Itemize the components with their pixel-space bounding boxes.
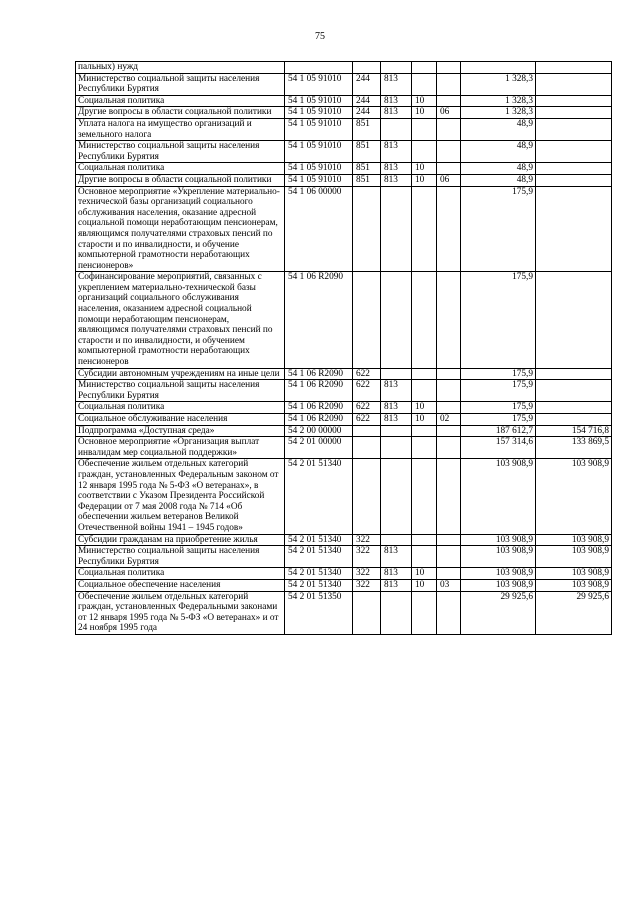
section-cell bbox=[412, 73, 437, 95]
expense-type-cell bbox=[353, 591, 381, 634]
amount-year1-cell: 103 908,9 bbox=[461, 546, 536, 568]
ministry-code-cell: 813 bbox=[381, 402, 412, 414]
amount-year1-cell: 1 328,3 bbox=[461, 73, 536, 95]
ministry-code-cell bbox=[381, 186, 412, 272]
expense-type-cell: 851 bbox=[353, 118, 381, 140]
expense-type-cell: 851 bbox=[353, 141, 381, 163]
section-cell bbox=[412, 62, 437, 74]
table-row bbox=[76, 368, 612, 380]
target-article-cell: 54 2 01 51340 bbox=[285, 546, 353, 568]
section-cell: 10 bbox=[412, 95, 437, 107]
target-article-cell: 54 2 01 51340 bbox=[285, 579, 353, 591]
target-article-cell: 54 1 05 91010 bbox=[285, 107, 353, 119]
amount-year1-cell: 103 908,9 bbox=[461, 568, 536, 580]
target-article-cell: 54 1 06 R2090 bbox=[285, 368, 353, 380]
amount-year1-cell: 157 314,6 bbox=[461, 437, 536, 459]
section-cell: 10 bbox=[412, 414, 437, 426]
subsection-cell bbox=[437, 402, 461, 414]
amount-year1-cell: 1 328,3 bbox=[461, 95, 536, 107]
ministry-code-cell bbox=[381, 425, 412, 437]
amount-year2-cell bbox=[536, 107, 612, 119]
subsection-cell bbox=[437, 368, 461, 380]
amount-year1-cell: 103 908,9 bbox=[461, 579, 536, 591]
subsection-cell bbox=[437, 73, 461, 95]
amount-year2-cell bbox=[536, 174, 612, 186]
amount-year1-cell: 175,9 bbox=[461, 368, 536, 380]
target-article-cell: 54 1 05 91010 bbox=[285, 118, 353, 140]
amount-year2-cell bbox=[536, 95, 612, 107]
row-name-cell: Министерство социальной защиты населения Республики Бурятия bbox=[76, 546, 285, 568]
row-name-cell: Софинансирование мероприятий, связанных с укреплением материально-технической базы организаций социального обслуживания населения, оказанием адресной социальной помощи неработающим пенсионерам, являющимся получателями страховых пенсий по старости и по инвалидности, и обучением компьютерной грамотности неработающих пенсионеров bbox=[76, 272, 285, 368]
row-name-cell: Основное мероприятие «Укрепление материально-технической базы организаций социального обслуживания населения, оказание адресной социальной помощи неработающим пенсионерам, являющимся получателями страховых пенсий по старости и по инвалидности, и обучение компьютерной грамотности неработающих пенсионеров» bbox=[76, 186, 285, 272]
target-article-cell: 54 2 01 00000 bbox=[285, 437, 353, 459]
table-row bbox=[76, 402, 612, 414]
target-article-cell: 54 2 01 51340 bbox=[285, 534, 353, 546]
target-article-cell: 54 1 05 91010 bbox=[285, 141, 353, 163]
amount-year2-cell: 29 925,6 bbox=[536, 591, 612, 634]
amount-year2-cell bbox=[536, 272, 612, 368]
expense-type-cell: 244 bbox=[353, 73, 381, 95]
table-row bbox=[76, 534, 612, 546]
page-number: 75 bbox=[315, 31, 325, 42]
row-name-cell: Обеспечение жильем отдельных категорий граждан, установленных Федеральным законом от 12 января 1995 года № 5-ФЗ «О ветеранах», в соответствии с Указом Президента Российской Федерации от 7 мая 2008 года № 714 «Об обеспечении жильем ветеранов Великой Отечественной войны 1941 – 1945 годов» bbox=[76, 459, 285, 534]
expense-type-cell: 851 bbox=[353, 174, 381, 186]
target-article-cell: 54 1 05 91010 bbox=[285, 174, 353, 186]
amount-year2-cell bbox=[536, 368, 612, 380]
ministry-code-cell: 813 bbox=[381, 414, 412, 426]
row-name-cell: Другие вопросы в области социальной политики bbox=[76, 107, 285, 119]
ministry-code-cell bbox=[381, 459, 412, 534]
table-row bbox=[76, 591, 612, 634]
table-row bbox=[76, 73, 612, 95]
table-row bbox=[76, 579, 612, 591]
section-cell: 10 bbox=[412, 402, 437, 414]
subsection-cell bbox=[437, 62, 461, 74]
target-article-cell: 54 2 01 51350 bbox=[285, 591, 353, 634]
amount-year2-cell: 103 908,9 bbox=[536, 459, 612, 534]
row-name-cell: Социальная политика bbox=[76, 95, 285, 107]
table-row bbox=[76, 141, 612, 163]
row-name-cell: Министерство социальной защиты населения Республики Бурятия bbox=[76, 141, 285, 163]
expense-type-cell bbox=[353, 62, 381, 74]
ministry-code-cell: 813 bbox=[381, 174, 412, 186]
amount-year1-cell: 48,9 bbox=[461, 163, 536, 175]
subsection-cell bbox=[437, 534, 461, 546]
ministry-code-cell bbox=[381, 272, 412, 368]
target-article-cell: 54 1 05 91010 bbox=[285, 163, 353, 175]
target-article-cell: 54 1 06 R2090 bbox=[285, 402, 353, 414]
table-row bbox=[76, 186, 612, 272]
amount-year2-cell bbox=[536, 118, 612, 140]
row-name-cell: Социальная политика bbox=[76, 402, 285, 414]
row-name-cell: Уплата налога на имущество организаций и земельного налога bbox=[76, 118, 285, 140]
expense-type-cell: 322 bbox=[353, 568, 381, 580]
ministry-code-cell: 813 bbox=[381, 95, 412, 107]
ministry-code-cell: 813 bbox=[381, 579, 412, 591]
table-row bbox=[76, 107, 612, 119]
row-name-cell: Социальная политика bbox=[76, 568, 285, 580]
section-cell: 10 bbox=[412, 568, 437, 580]
subsection-cell bbox=[437, 186, 461, 272]
section-cell bbox=[412, 546, 437, 568]
amount-year2-cell: 103 908,9 bbox=[536, 579, 612, 591]
expense-type-cell: 322 bbox=[353, 534, 381, 546]
ministry-code-cell bbox=[381, 591, 412, 634]
table-row bbox=[76, 459, 612, 534]
subsection-cell bbox=[437, 425, 461, 437]
amount-year1-cell: 48,9 bbox=[461, 118, 536, 140]
expense-type-cell: 244 bbox=[353, 95, 381, 107]
ministry-code-cell: 813 bbox=[381, 568, 412, 580]
ministry-code-cell bbox=[381, 437, 412, 459]
row-name-cell: Субсидии автономным учреждениям на иные цели bbox=[76, 368, 285, 380]
row-name-cell: Основное мероприятие «Организация выплат инвалидам мер социальной поддержки» bbox=[76, 437, 285, 459]
expense-type-cell bbox=[353, 459, 381, 534]
amount-year1-cell: 48,9 bbox=[461, 141, 536, 163]
subsection-cell bbox=[437, 591, 461, 634]
ministry-code-cell: 813 bbox=[381, 73, 412, 95]
ministry-code-cell: 813 bbox=[381, 107, 412, 119]
subsection-cell bbox=[437, 546, 461, 568]
amount-year2-cell: 154 716,8 bbox=[536, 425, 612, 437]
row-name-cell: Подпрограмма «Доступная среда» bbox=[76, 425, 285, 437]
amount-year2-cell bbox=[536, 380, 612, 402]
amount-year2-cell: 103 908,9 bbox=[536, 546, 612, 568]
table-row bbox=[76, 546, 612, 568]
section-cell bbox=[412, 186, 437, 272]
target-article-cell: 54 1 06 R2090 bbox=[285, 380, 353, 402]
subsection-cell bbox=[437, 380, 461, 402]
amount-year1-cell: 175,9 bbox=[461, 414, 536, 426]
section-cell: 10 bbox=[412, 163, 437, 175]
row-name-cell: Другие вопросы в области социальной политики bbox=[76, 174, 285, 186]
subsection-cell bbox=[437, 118, 461, 140]
ministry-code-cell bbox=[381, 118, 412, 140]
row-name-cell: Министерство социальной защиты населения Республики Бурятия bbox=[76, 380, 285, 402]
amount-year2-cell bbox=[536, 186, 612, 272]
target-article-cell: 54 1 06 R2090 bbox=[285, 272, 353, 368]
subsection-cell: 02 bbox=[437, 414, 461, 426]
amount-year1-cell bbox=[461, 62, 536, 74]
table-row bbox=[76, 174, 612, 186]
amount-year2-cell bbox=[536, 163, 612, 175]
subsection-cell: 06 bbox=[437, 174, 461, 186]
table-row bbox=[76, 95, 612, 107]
section-cell: 10 bbox=[412, 579, 437, 591]
amount-year1-cell: 103 908,9 bbox=[461, 459, 536, 534]
subsection-cell bbox=[437, 437, 461, 459]
expense-type-cell: 622 bbox=[353, 402, 381, 414]
expense-type-cell: 622 bbox=[353, 414, 381, 426]
row-name-cell: Министерство социальной защиты населения Республики Бурятия bbox=[76, 73, 285, 95]
amount-year2-cell: 103 908,9 bbox=[536, 568, 612, 580]
subsection-cell bbox=[437, 95, 461, 107]
section-cell bbox=[412, 425, 437, 437]
target-article-cell: 54 2 00 00000 bbox=[285, 425, 353, 437]
expense-type-cell: 322 bbox=[353, 546, 381, 568]
expense-type-cell: 851 bbox=[353, 163, 381, 175]
expense-type-cell bbox=[353, 425, 381, 437]
target-article-cell: 54 1 06 00000 bbox=[285, 186, 353, 272]
amount-year2-cell bbox=[536, 73, 612, 95]
amount-year1-cell: 103 908,9 bbox=[461, 534, 536, 546]
ministry-code-cell: 813 bbox=[381, 380, 412, 402]
table-row bbox=[76, 272, 612, 368]
row-name-cell: Обеспечение жильем отдельных категорий граждан, установленных Федеральными законами от 12 января 1995 года № 5-ФЗ «О ветеранах» и от 24 ноября 1995 года bbox=[76, 591, 285, 634]
amount-year1-cell: 175,9 bbox=[461, 272, 536, 368]
amount-year1-cell: 29 925,6 bbox=[461, 591, 536, 634]
amount-year1-cell: 1 328,3 bbox=[461, 107, 536, 119]
table-row bbox=[76, 118, 612, 140]
expense-type-cell: 244 bbox=[353, 107, 381, 119]
table-row bbox=[76, 425, 612, 437]
ministry-code-cell: 813 bbox=[381, 546, 412, 568]
expense-type-cell bbox=[353, 272, 381, 368]
amount-year1-cell: 175,9 bbox=[461, 186, 536, 272]
target-article-cell: 54 1 05 91010 bbox=[285, 73, 353, 95]
section-cell bbox=[412, 141, 437, 163]
row-name-cell: Социальное обслуживание населения bbox=[76, 414, 285, 426]
budget-table-body bbox=[76, 62, 612, 635]
expense-type-cell bbox=[353, 437, 381, 459]
subsection-cell bbox=[437, 459, 461, 534]
ministry-code-cell bbox=[381, 368, 412, 380]
target-article-cell: 54 2 01 51340 bbox=[285, 568, 353, 580]
section-cell bbox=[412, 368, 437, 380]
ministry-code-cell: 813 bbox=[381, 163, 412, 175]
table-row bbox=[76, 437, 612, 459]
target-article-cell bbox=[285, 62, 353, 74]
section-cell bbox=[412, 591, 437, 634]
section-cell bbox=[412, 459, 437, 534]
subsection-cell: 06 bbox=[437, 107, 461, 119]
table-row bbox=[76, 414, 612, 426]
budget-table bbox=[75, 61, 612, 635]
amount-year1-cell: 175,9 bbox=[461, 402, 536, 414]
amount-year2-cell: 133 869,5 bbox=[536, 437, 612, 459]
amount-year1-cell: 187 612,7 bbox=[461, 425, 536, 437]
section-cell: 10 bbox=[412, 174, 437, 186]
target-article-cell: 54 1 06 R2090 bbox=[285, 414, 353, 426]
section-cell bbox=[412, 534, 437, 546]
ministry-code-cell: 813 bbox=[381, 141, 412, 163]
subsection-cell bbox=[437, 568, 461, 580]
row-name-cell: Социальная политика bbox=[76, 163, 285, 175]
amount-year2-cell bbox=[536, 62, 612, 74]
subsection-cell bbox=[437, 272, 461, 368]
table-row bbox=[76, 380, 612, 402]
ministry-code-cell bbox=[381, 62, 412, 74]
table-row bbox=[76, 568, 612, 580]
target-article-cell: 54 2 01 51340 bbox=[285, 459, 353, 534]
section-cell bbox=[412, 437, 437, 459]
row-name-cell: пальных) нужд bbox=[76, 62, 285, 74]
subsection-cell: 03 bbox=[437, 579, 461, 591]
amount-year2-cell: 103 908,9 bbox=[536, 534, 612, 546]
expense-type-cell: 322 bbox=[353, 579, 381, 591]
amount-year1-cell: 48,9 bbox=[461, 174, 536, 186]
expense-type-cell: 622 bbox=[353, 368, 381, 380]
table-row bbox=[76, 163, 612, 175]
section-cell bbox=[412, 118, 437, 140]
row-name-cell: Субсидии гражданам на приобретение жилья bbox=[76, 534, 285, 546]
row-name-cell: Социальное обеспечение населения bbox=[76, 579, 285, 591]
table-row bbox=[76, 62, 612, 74]
section-cell: 10 bbox=[412, 107, 437, 119]
section-cell bbox=[412, 272, 437, 368]
subsection-cell bbox=[437, 163, 461, 175]
ministry-code-cell bbox=[381, 534, 412, 546]
amount-year1-cell: 175,9 bbox=[461, 380, 536, 402]
amount-year2-cell bbox=[536, 414, 612, 426]
subsection-cell bbox=[437, 141, 461, 163]
amount-year2-cell bbox=[536, 141, 612, 163]
amount-year2-cell bbox=[536, 402, 612, 414]
expense-type-cell bbox=[353, 186, 381, 272]
expense-type-cell: 622 bbox=[353, 380, 381, 402]
section-cell bbox=[412, 380, 437, 402]
target-article-cell: 54 1 05 91010 bbox=[285, 95, 353, 107]
